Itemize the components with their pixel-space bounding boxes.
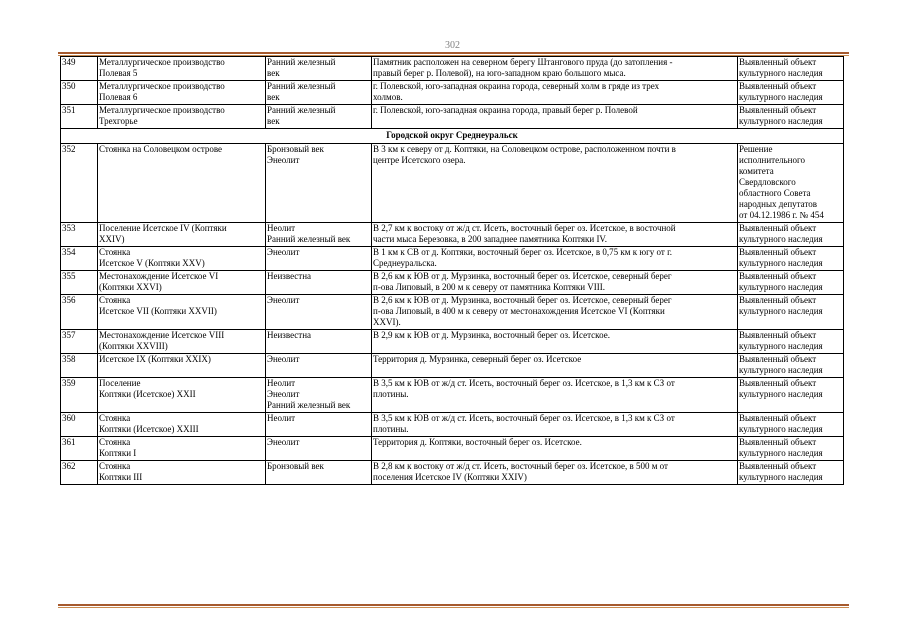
row-number: 359 xyxy=(61,378,98,413)
name-line: Коптяки III xyxy=(99,472,143,482)
status-line: культурного наследия xyxy=(739,306,823,316)
section-title: Городской округ Среднеуральск xyxy=(61,129,844,144)
status-line: культурного наследия xyxy=(739,258,823,268)
status-line: культурного наследия xyxy=(739,234,823,244)
section-heading-row xyxy=(61,129,844,144)
location-description-cell xyxy=(372,378,738,413)
name-line: Поселение xyxy=(99,378,141,388)
status-line: культурного наследия xyxy=(739,448,823,458)
row-number: 349 xyxy=(61,57,98,81)
table-row xyxy=(61,57,844,81)
location-description-cell xyxy=(372,81,738,105)
name-line: Стоянка xyxy=(99,461,131,471)
row-number: 360 xyxy=(61,413,98,437)
name-line: Стоянка xyxy=(99,247,131,257)
table-body-top xyxy=(61,57,844,129)
protection-status-cell xyxy=(738,81,844,105)
status-line: Выявленный объект xyxy=(739,271,817,281)
status-line: Свердловского xyxy=(739,177,796,187)
status-line: культурного наследия xyxy=(739,341,823,351)
desc-line: В 2,7 км к востоку от ж/д ст. Исеть, восточный берег оз. Исетское, в восточной xyxy=(373,223,676,233)
desc-line: г. Полевской, юго-западная окраина города, северный холм в гряде из трех xyxy=(373,81,660,91)
row-number: 350 xyxy=(61,81,98,105)
dating-cell xyxy=(266,461,372,485)
desc-line: В 2,9 км к ЮВ от д. Мурзинка, восточный берег оз. Исетское. xyxy=(373,330,610,340)
name-line: Металлургическое производство xyxy=(99,81,225,91)
period-line: Энеолит xyxy=(267,247,300,257)
dating-cell xyxy=(266,247,372,271)
status-line: культурного наследия xyxy=(739,92,823,102)
desc-line: Среднеуральска. xyxy=(373,258,437,268)
status-line: Выявленный объект xyxy=(739,461,817,471)
status-line: областного Совета xyxy=(739,188,811,198)
location-description-cell xyxy=(372,57,738,81)
status-line: культурного наследия xyxy=(739,424,823,434)
name-line: Стоянка xyxy=(99,437,131,447)
status-line: от 04.12.1986 г. № 454 xyxy=(739,210,824,220)
status-line: Выявленный объект xyxy=(739,354,817,364)
name-line: Местонахождение Исетское VIII xyxy=(99,330,225,340)
row-number: 352 xyxy=(61,144,98,223)
status-line: комитета xyxy=(739,166,774,176)
protection-status-cell xyxy=(738,223,844,247)
location-description-cell xyxy=(372,461,738,485)
monument-name-cell xyxy=(98,247,266,271)
desc-line: В 1 км к СВ от д. Коптяки, восточный берег оз. Исетское, в 0,75 км к югу от г. xyxy=(373,247,672,257)
period-line: век xyxy=(267,116,280,126)
period-line: Энеолит xyxy=(267,354,300,364)
row-number: 355 xyxy=(61,271,98,295)
name-line: Исетское V (Коптяки XXV) xyxy=(99,258,205,268)
status-line: Выявленный объект xyxy=(739,223,817,233)
table-row xyxy=(61,223,844,247)
row-number: 354 xyxy=(61,247,98,271)
monument-name-cell xyxy=(98,144,266,223)
name-line: Полевая 5 xyxy=(99,68,138,78)
location-description-cell xyxy=(372,105,738,129)
protection-status-cell xyxy=(738,461,844,485)
period-line: век xyxy=(267,68,280,78)
desc-line: г. Полевской, юго-западная окраина города, правый берег р. Полевой xyxy=(373,105,638,115)
name-line: Местонахождение Исетское VI xyxy=(99,271,219,281)
monument-name-cell xyxy=(98,461,266,485)
desc-line: В 3,5 км к ЮВ от ж/д ст. Исеть, восточный берег оз. Исетское, в 1,3 км к СЗ от xyxy=(373,378,675,388)
desc-line: плотины. xyxy=(373,424,409,434)
name-line: Металлургическое производство xyxy=(99,57,225,67)
dating-cell xyxy=(266,354,372,378)
desc-line: п-ова Липовый, в 200 м к северу от памятника Коптяки VIII. xyxy=(373,282,606,292)
dating-cell xyxy=(266,413,372,437)
status-line: Решение xyxy=(739,144,773,154)
dating-cell xyxy=(266,223,372,247)
status-line: Выявленный объект xyxy=(739,247,817,257)
desc-line: В 2,8 км к востоку от ж/д ст. Исеть, восточный берег оз. Исетское, в 500 м от xyxy=(373,461,668,471)
protection-status-cell xyxy=(738,271,844,295)
footer-rule xyxy=(58,604,849,606)
dating-cell xyxy=(266,144,372,223)
period-line: Ранний железный xyxy=(267,81,336,91)
monument-name-cell xyxy=(98,57,266,81)
dating-cell xyxy=(266,57,372,81)
period-line: Энеолит xyxy=(267,295,300,305)
status-line: Выявленный объект xyxy=(739,378,817,388)
table-row xyxy=(61,330,844,354)
status-line: Выявленный объект xyxy=(739,57,817,67)
desc-line: Памятник расположен на северном берегу Штангового пруда (до затопления - xyxy=(373,57,673,67)
location-description-cell xyxy=(372,354,738,378)
dating-cell xyxy=(266,81,372,105)
dating-cell xyxy=(266,295,372,330)
desc-line: холмов. xyxy=(373,92,403,102)
monument-name-cell xyxy=(98,81,266,105)
footer-rule-thin xyxy=(58,607,849,608)
table-row xyxy=(61,105,844,129)
period-line: век xyxy=(267,92,280,102)
monument-name-cell xyxy=(98,271,266,295)
name-line: XXIV) xyxy=(99,234,125,244)
row-number: 353 xyxy=(61,223,98,247)
desc-line: поселения Исетское IV (Коптяки XXIV) xyxy=(373,472,527,482)
name-line: Стоянка xyxy=(99,295,131,305)
monument-name-cell xyxy=(98,330,266,354)
status-line: Выявленный объект xyxy=(739,413,817,423)
location-description-cell xyxy=(372,330,738,354)
status-line: Выявленный объект xyxy=(739,105,817,115)
table-row xyxy=(61,437,844,461)
name-line: Коптяки (Исетское) XXIII xyxy=(99,424,199,434)
desc-line: правый берег р. Полевой), на юго-западном краю большого мыса. xyxy=(373,68,626,78)
location-description-cell xyxy=(372,247,738,271)
table-row xyxy=(61,378,844,413)
table-row xyxy=(61,295,844,330)
protection-status-cell xyxy=(738,295,844,330)
monuments-table xyxy=(60,56,844,485)
period-line: Энеолит xyxy=(267,437,300,447)
monument-name-cell xyxy=(98,378,266,413)
status-line: культурного наследия xyxy=(739,282,823,292)
table-row xyxy=(61,354,844,378)
protection-status-cell xyxy=(738,437,844,461)
row-number: 358 xyxy=(61,354,98,378)
period-line: Ранний железный xyxy=(267,105,336,115)
status-line: исполнительного xyxy=(739,155,805,165)
protection-status-cell xyxy=(738,247,844,271)
protection-status-cell xyxy=(738,57,844,81)
name-line: Коптяки (Исетское) XXII xyxy=(99,389,196,399)
protection-status-cell xyxy=(738,354,844,378)
page-number: 302 xyxy=(445,40,460,51)
protection-status-cell xyxy=(738,378,844,413)
desc-line: В 2,6 км к ЮВ от д. Мурзинка, восточный берег оз. Исетское, северный берег xyxy=(373,271,672,281)
name-line: Стоянка на Соловецком острове xyxy=(99,144,223,154)
row-number: 351 xyxy=(61,105,98,129)
desc-line: п-ова Липовый, в 400 м к северу от местонахождения Исетское VI (Коптяки xyxy=(373,306,665,316)
dating-cell xyxy=(266,378,372,413)
dating-cell xyxy=(266,330,372,354)
protection-status-cell xyxy=(738,144,844,223)
name-line: Исетское VII (Коптяки XXVII) xyxy=(99,306,217,316)
row-number: 356 xyxy=(61,295,98,330)
desc-line: плотины. xyxy=(373,389,409,399)
location-description-cell xyxy=(372,144,738,223)
desc-line: части мыса Березовка, в 200 западнее памятника Коптяки IV. xyxy=(373,234,608,244)
location-description-cell xyxy=(372,413,738,437)
desc-line: XXVI). xyxy=(373,317,401,327)
status-line: культурного наследия xyxy=(739,116,823,126)
monument-name-cell xyxy=(98,105,266,129)
name-line: (Коптяки XXVI) xyxy=(99,282,162,292)
protection-status-cell xyxy=(738,330,844,354)
period-line: Бронзовый век xyxy=(267,144,324,154)
location-description-cell xyxy=(372,437,738,461)
period-line: Неизвестна xyxy=(267,330,312,340)
status-line: культурного наследия xyxy=(739,68,823,78)
name-line: (Коптяки XXVIII) xyxy=(99,341,168,351)
name-line: Металлургическое производство xyxy=(99,105,225,115)
status-line: Выявленный объект xyxy=(739,330,817,340)
period-line: Ранний железный век xyxy=(267,234,351,244)
name-line: Коптяки I xyxy=(99,448,137,458)
table-row xyxy=(61,461,844,485)
period-line: Энеолит xyxy=(267,389,300,399)
desc-line: Территория д. Коптяки, восточный берег оз. Исетское. xyxy=(373,437,582,447)
status-line: Выявленный объект xyxy=(739,437,817,447)
monument-name-cell xyxy=(98,295,266,330)
desc-line: В 2,6 км к ЮВ от д. Мурзинка, восточный берег оз. Исетское, северный берег xyxy=(373,295,672,305)
period-line: Энеолит xyxy=(267,155,300,165)
table-body-bottom xyxy=(61,144,844,485)
monument-name-cell xyxy=(98,437,266,461)
location-description-cell xyxy=(372,295,738,330)
dating-cell xyxy=(266,105,372,129)
name-line: Полевая 6 xyxy=(99,92,138,102)
row-number: 357 xyxy=(61,330,98,354)
row-number: 362 xyxy=(61,461,98,485)
period-line: Бронзовый век xyxy=(267,461,324,471)
period-line: Неизвестна xyxy=(267,271,312,281)
protection-status-cell xyxy=(738,413,844,437)
desc-line: Территория д. Мурзинка, северный берег оз. Исетское xyxy=(373,354,582,364)
monument-name-cell xyxy=(98,354,266,378)
table-row xyxy=(61,81,844,105)
period-line: Ранний железный век xyxy=(267,400,351,410)
table-row xyxy=(61,413,844,437)
desc-line: В 3 км к северу от д. Коптяки, на Соловецком острове, расположенном почти в xyxy=(373,144,676,154)
status-line: Выявленный объект xyxy=(739,81,817,91)
desc-line: В 3,5 км к ЮВ от ж/д ст. Исеть, восточный берег оз. Исетское, в 1,3 км к СЗ от xyxy=(373,413,675,423)
location-description-cell xyxy=(372,223,738,247)
period-line: Ранний железный xyxy=(267,57,336,67)
table-row xyxy=(61,271,844,295)
period-line: Неолит xyxy=(267,223,296,233)
row-number: 361 xyxy=(61,437,98,461)
name-line: Поселение Исетское IV (Коптяки xyxy=(99,223,227,233)
header-rule xyxy=(58,52,849,54)
status-line: культурного наследия xyxy=(739,365,823,375)
name-line: Стоянка xyxy=(99,413,131,423)
location-description-cell xyxy=(372,271,738,295)
dating-cell xyxy=(266,271,372,295)
status-line: народных депутатов xyxy=(739,199,818,209)
period-line: Неолит xyxy=(267,413,296,423)
status-line: Выявленный объект xyxy=(739,295,817,305)
name-line: Трехгорье xyxy=(99,116,138,126)
monument-name-cell xyxy=(98,223,266,247)
monument-name-cell xyxy=(98,413,266,437)
table-row xyxy=(61,144,844,223)
desc-line: центре Исетского озера. xyxy=(373,155,466,165)
table-row xyxy=(61,247,844,271)
status-line: культурного наследия xyxy=(739,389,823,399)
name-line: Исетское IX (Коптяки XXIX) xyxy=(99,354,211,364)
dating-cell xyxy=(266,437,372,461)
protection-status-cell xyxy=(738,105,844,129)
period-line: Неолит xyxy=(267,378,296,388)
status-line: культурного наследия xyxy=(739,472,823,482)
